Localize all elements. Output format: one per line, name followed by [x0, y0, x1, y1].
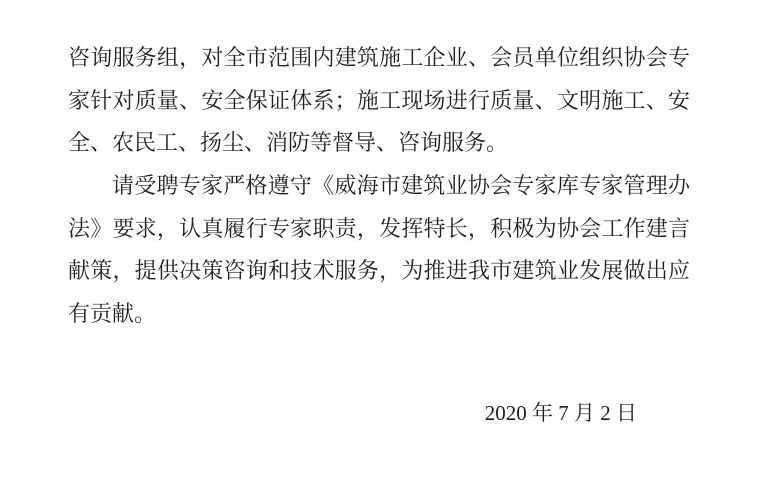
paragraph-2	[68, 165, 690, 336]
text-line: 咨询服务组，对全市范围内建筑施工企业、会员单位组织协会专	[68, 45, 690, 70]
date-line: 2020 年 7 月 2 日	[484, 401, 637, 425]
text-line: 法》要求，认真履行专家职责，发挥特长，积极为协会工作建言	[68, 215, 690, 241]
paragraph-1	[68, 37, 690, 165]
text-line: 全、农民工、扬尘、消防等督导、咨询服务。	[68, 130, 509, 156]
text-line: 有贡献。	[68, 301, 157, 327]
text-line: 家针对质量、安全保证体系；施工现场进行质量、文明施工、安	[68, 87, 690, 113]
text-line: 献策，提供决策咨询和技术服务，为推进我市建筑业发展做出应	[68, 258, 690, 284]
text-line: 请受聘专家严格遵守《威海市建筑业协会专家库专家管理办	[112, 173, 690, 199]
document-body	[68, 37, 690, 336]
